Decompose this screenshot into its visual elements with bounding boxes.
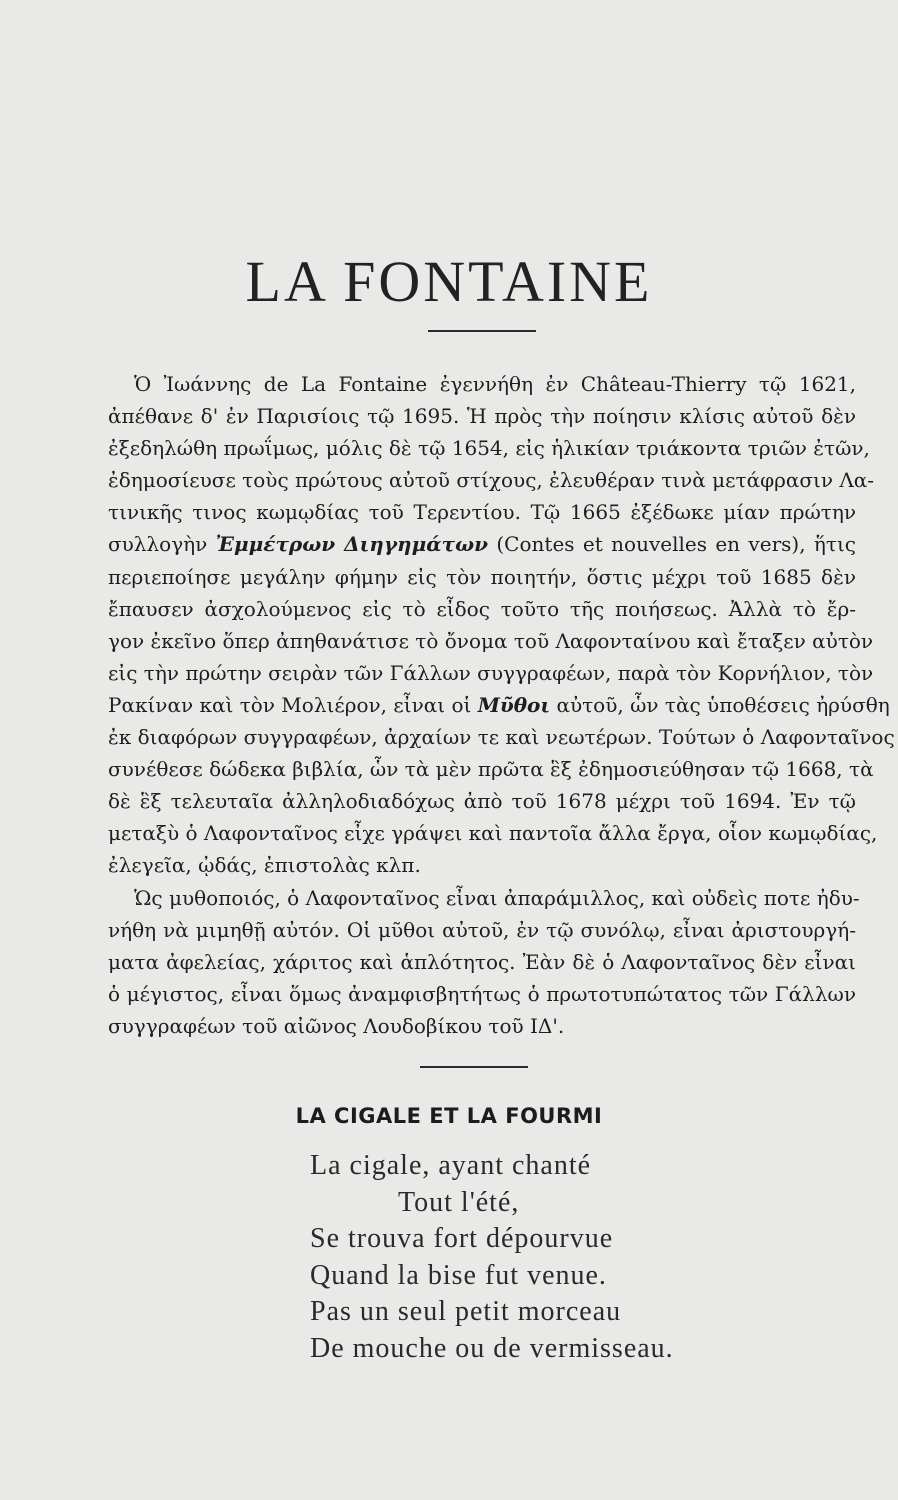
text-line: ἀπέθανε δ' ἐν Παρισίοις τῷ 1695. Ἡ πρὸς τὴν ποίησιν κλίσις αὐτοῦ δὲν	[108, 404, 856, 429]
text-line: περιεποίησε μεγάλην φήμην εἰς τὸν ποιητήν, ὅστις μέχρι τοῦ 1685 δὲν	[108, 564, 856, 589]
italic-title-emmetron: Ἐμμέτρων Διηγημάτων	[215, 532, 488, 557]
text-line: ἐλεγεῖα, ᾠδάς, ἐπιστολὰς κλπ.	[108, 853, 421, 878]
text-fragment: (Contes et nouvelles en vers), ἥτις	[496, 532, 857, 557]
text-line: νήθη νὰ μιμηθῇ αὐτόν. Οἱ μῦθοι αὐτοῦ, ἐν τῷ συνόλῳ, εἶναι ἀριστουργή-	[108, 917, 856, 942]
poem-line: Se trouva fort dépourvue	[310, 1223, 614, 1255]
text-line: τινικῆς τινος κωμῳδίας τοῦ Τερεντίου. Τῷ 1665 ἐξέδωκε μίαν πρώτην	[108, 500, 856, 525]
text-line: Ὁ Ἰωάννης de La Fontaine ἐγεννήθη ἐν Château-Thierry τῷ 1621,	[134, 372, 856, 396]
text-line: εἰς τὴν πρώτην σειρὰν τῶν Γάλλων συγγραφέων, παρὰ τὸν Κορνήλιον, τὸν	[108, 660, 874, 685]
poem-line: Tout l'été,	[398, 1186, 520, 1218]
text-line: ἔπαυσεν ἀσχολούμενος εἰς τὸ εἶδος τοῦτο τῆς ποιήσεως. Ἀλλὰ τὸ ἔρ-	[108, 596, 856, 621]
poem-stanza	[310, 1148, 790, 1368]
text-line: ἐκ διαφόρων συγγραφέων, ἀρχαίων τε καὶ νεωτέρων. Τούτων ὁ Λαφονταῖνος	[108, 725, 895, 750]
text-line: ματα ἀφελείας, χάριτος καὶ ἁπλότητος. Ἐὰν δὲ ὁ Λαφονταῖνος δὲν εἶναι	[108, 949, 856, 974]
text-line: συγγραφέων τοῦ αἰῶνος Λουδοβίκου τοῦ ΙΔ'.	[108, 1013, 565, 1038]
text-line: μεταξὺ ὁ Λαφονταῖνος εἶχε γράψει καὶ παντοῖα ἄλλα ἔργα, οἷον κωμῳδίας,	[108, 821, 878, 846]
section-divider	[420, 1066, 528, 1068]
poem-title: LA CIGALE ET LA FOURMI	[295, 1104, 603, 1128]
page-title: LA FONTAINE	[245, 249, 653, 314]
poem-line: La cigale, ayant chanté	[310, 1150, 592, 1181]
italic-title-mythoi: Μῦθοι	[477, 692, 551, 717]
text-line: Ὡς μυθοποιός, ὁ Λαφονταῖνος εἶναι ἀπαράμιλλος, καὶ οὐδεὶς ποτε ἠδυ-	[134, 885, 860, 910]
text-fragment: συλλογὴν	[108, 532, 208, 557]
text-line: ἐξεδηλώθη πρωΐμως, μόλις δὲ τῷ 1654, εἰς ἡλικίαν τριάκοντα τριῶν ἐτῶν,	[108, 436, 870, 461]
text-line	[108, 528, 856, 560]
text-line: ὁ μέγιστος, εἶναι ὅμως ἀναμφισβητήτως ὁ πρωτοτυπώτατος τῶν Γάλλων	[108, 981, 856, 1006]
poem-line: Pas un seul petit morceau	[310, 1296, 622, 1328]
poem-line: De mouche ou de vermisseau.	[310, 1332, 674, 1364]
title-divider	[428, 330, 536, 332]
poem-line: Quand la bise fut venue.	[310, 1259, 607, 1291]
text-line: δὲ ἓξ τελευταῖα ἀλληλοδιαδόχως ἀπὸ τοῦ 1678 μέχρι τοῦ 1694. Ἐν τῷ	[108, 789, 856, 814]
text-line: γον ἐκεῖνο ὅπερ ἀπηθανάτισε τὸ ὄνομα τοῦ Λαφονταίνου καὶ ἔταξεν αὐτὸν	[108, 628, 874, 653]
biography-text	[108, 368, 895, 1042]
text-line	[108, 689, 890, 721]
text-line: συνέθεσε δώδεκα βιβλία, ὧν τὰ μὲν πρῶτα ἓξ ἐδημοσιεύθησαν τῷ 1668, τὰ	[108, 757, 874, 782]
text-fragment: Ρακίναν καὶ τὸν Μολιέρον, εἶναι οἱ	[108, 692, 472, 717]
text-line: ἐδημοσίευσε τοὺς πρώτους αὐτοῦ στίχους, ἐλευθέραν τινὰ μετάφρασιν Λα-	[108, 468, 875, 493]
text-fragment: αὐτοῦ, ὧν τὰς ὑποθέσεις ἠρύσθη	[556, 692, 890, 717]
